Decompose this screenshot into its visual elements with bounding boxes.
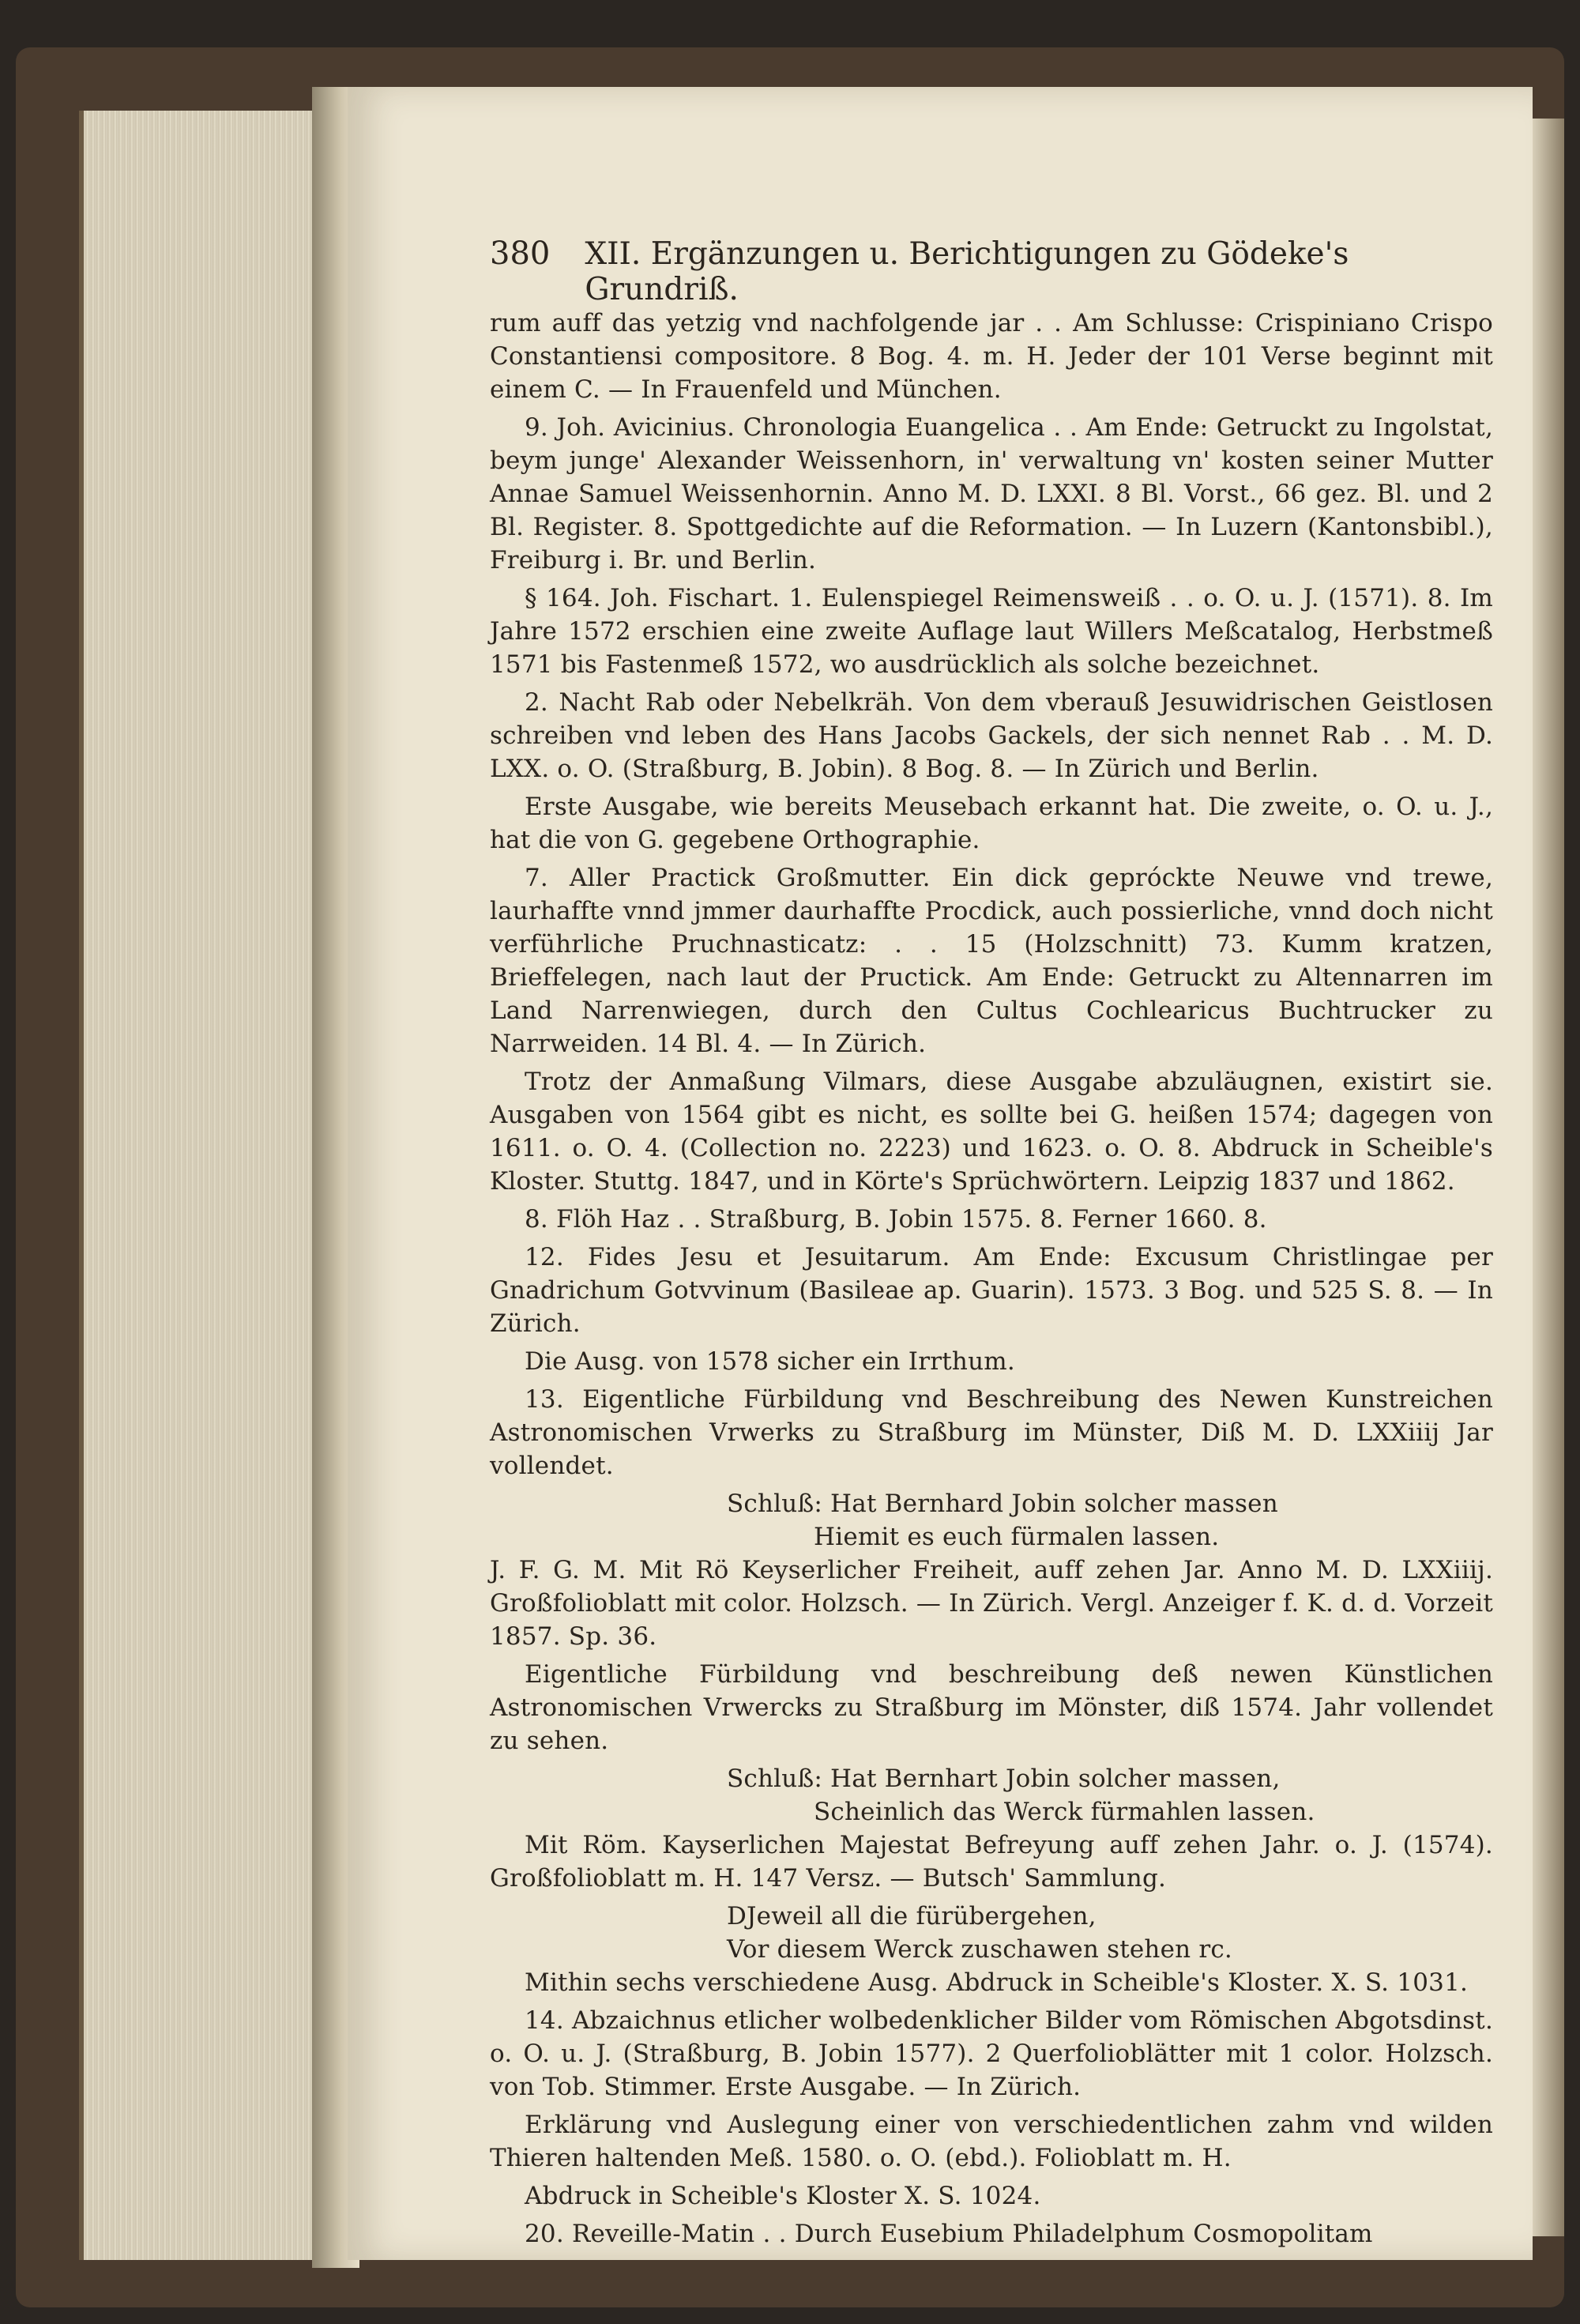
verse-line: Schluß: Hat Bernhart Jobin solcher massen, — [727, 1765, 1281, 1793]
paragraph: J. F. G. M. Mit Rö Keyserlicher Freiheit, auff zehen Jar. Anno M. D. LXXiiij. Großfolioblatt mit color. Holzsch. — In Zürich. Vergl. Anzeiger f. K. d. d. Vorzeit 1857. Sp. 36. — [490, 1556, 1493, 1651]
verse-line: DJeweil all die fürübergehen, — [727, 1902, 1097, 1930]
paragraph: Die Ausg. von 1578 sicher ein Irrthum. — [525, 1347, 1015, 1376]
running-head — [490, 235, 1493, 307]
paragraph: 13. Eigentliche Fürbildung vnd Beschreibung des Newen Kunstreichen Astronomischen Vrwerks zu Straßburg im Münster, Diß M. D. LXXiiij Jar vollendet. — [490, 1385, 1493, 1480]
paragraph: 12. Fides Jesu et Jesuitarum. Am Ende: Excusum Christlingae per Gnadrichum Gotvvinum (Basileae ap. Guarin). 1573. 3 Bog. und 525 S. 8. — In Zürich. — [490, 1243, 1493, 1338]
page-number: 380 — [490, 235, 551, 272]
paragraph: 2. Nacht Rab oder Nebelkräh. Von dem vberauß Jesuwidrischen Geistlosen schreiben vnd leben des Hans Jacobs Gackels, der sich nennet Rab . . M. D. LXX. o. O. (Straßburg, B. Jobin). 8 Bog. 8. — In Zürich und Berlin. — [490, 688, 1493, 783]
paragraph: Erklärung vnd Auslegung einer von verschiedentlichen zahm vnd wilden Thieren haltenden Meß. 1580. o. O. (ebd.). Folioblatt m. H. — [490, 2111, 1493, 2172]
body-text — [490, 307, 1493, 2255]
verse-line: Schluß: Hat Bernhard Jobin solcher massen — [727, 1490, 1278, 1518]
running-title: XII. Ergänzungen u. Berichtigungen zu Gödeke's Grundriß. — [585, 236, 1349, 307]
paragraph: 8. Flöh Haz . . Straßburg, B. Jobin 1575. 8. Ferner 1660. 8. — [525, 1205, 1267, 1234]
paragraph: 7. Aller Practick Großmutter. Ein dick gepróckte Neuwe vnd trewe, laurhaffte vnnd jmmer daurhaffte Procdick, auch possierliche, vnnd doch nicht verführliche Pruchnasticatz: . . 15 (Holzschnitt) 73. Kumm kratzen, Brieffelegen, nach laut der Pructick. Am Ende: Getruckt zu Altennarren im Land Narrenwiegen, durch den Cultus Cochlearicus Buchtrucker zu Narrweiden. 14 Bl. 4. — In Zürich. — [490, 864, 1493, 1058]
verse-line: Vor diesem Werck zuschawen stehen rc. — [727, 1935, 1232, 1964]
paragraph: Mit Röm. Kayserlichen Majestat Befreyung auff zehen Jahr. o. J. (1574). Großfolioblatt m. H. 147 Versz. — Butsch' Sammlung. — [490, 1831, 1493, 1893]
verse-line: Scheinlich das Werck fürmahlen lassen. — [814, 1798, 1315, 1826]
paragraph: § 164. Joh. Fischart. 1. Eulenspiegel Reimensweiß . . o. O. u. J. (1571). 8. Im Jahre 1572 erschien eine zweite Auflage laut Willers Meßcatalog, Herbstmeß 1571 bis Fastenmeß 1572, wo ausdrücklich als solche bezeichnet. — [490, 584, 1493, 679]
paragraph: 9. Joh. Avicinius. Chronologia Euangelica . . Am Ende: Getruckt zu Ingolstat, beym junge' Alexander Weissenhorn, in' verwaltung vn' kosten seiner Mutter Annae Samuel Weissenhornin. Anno M. D. LXXI. 8 Bl. Vorst., 66 gez. Bl. und 2 Bl. Register. 8. Spottgedichte auf die Reformation. — In Luzern (Kantonsbibl.), Freiburg i. Br. und Berlin. — [490, 413, 1493, 574]
paragraph: Trotz der Anmaßung Vilmars, diese Ausgabe abzuläugnen, existirt sie. Ausgaben von 1564 gibt es nicht, es sollte bei G. heißen 1574; dagegen von 1611. o. O. 4. (Collection no. 2223) und 1623. o. O. 8. Abdruck in Scheible's Kloster. Stuttg. 1847, und in Körte's Sprüchwörtern. Leipzig 1837 und 1862. — [490, 1068, 1493, 1196]
verse-line: Hiemit es euch fürmalen lassen. — [814, 1523, 1220, 1551]
right-page-edge — [1533, 119, 1564, 2236]
paragraph: Erste Ausgabe, wie bereits Meusebach erkannt hat. Die zweite, o. O. u. J., hat die von G. gegebene Orthographie. — [490, 793, 1493, 854]
paragraph: Mithin sechs verschiedene Ausg. Abdruck in Scheible's Kloster. X. S. 1031. — [525, 1968, 1469, 1997]
paragraph: Abdruck in Scheible's Kloster X. S. 1024. — [525, 2182, 1041, 2210]
paragraph: Eigentliche Fürbildung vnd beschreibung deß newen Künstlichen Astronomischen Vrwercks zu Straßburg im Mönster, diß 1574. Jahr vollendet zu sehen. — [490, 1660, 1493, 1755]
paragraph: 14. Abzaichnus etlicher wolbedenklicher Bilder vom Römischen Abgotsdinst. o. O. u. J. (Straßburg, B. Jobin 1577). 2 Querfolioblätter mit 1 color. Holzsch. von Tob. Stimmer. Erste Ausgabe. — In Zürich. — [490, 2006, 1493, 2101]
page-edges — [79, 111, 321, 2260]
paragraph: 20. Reveille-Matin . . Durch Eusebium Philadelphum Cosmopolitam — [525, 2220, 1373, 2248]
paragraph: rum auff das yetzig vnd nachfolgende jar . . Am Schlusse: Crispiniano Crispo Constantiensi compositore. 8 Bog. 4. m. H. Jeder der 101 Verse beginnt mit einem C. — In Frauenfeld und München. — [490, 309, 1493, 404]
